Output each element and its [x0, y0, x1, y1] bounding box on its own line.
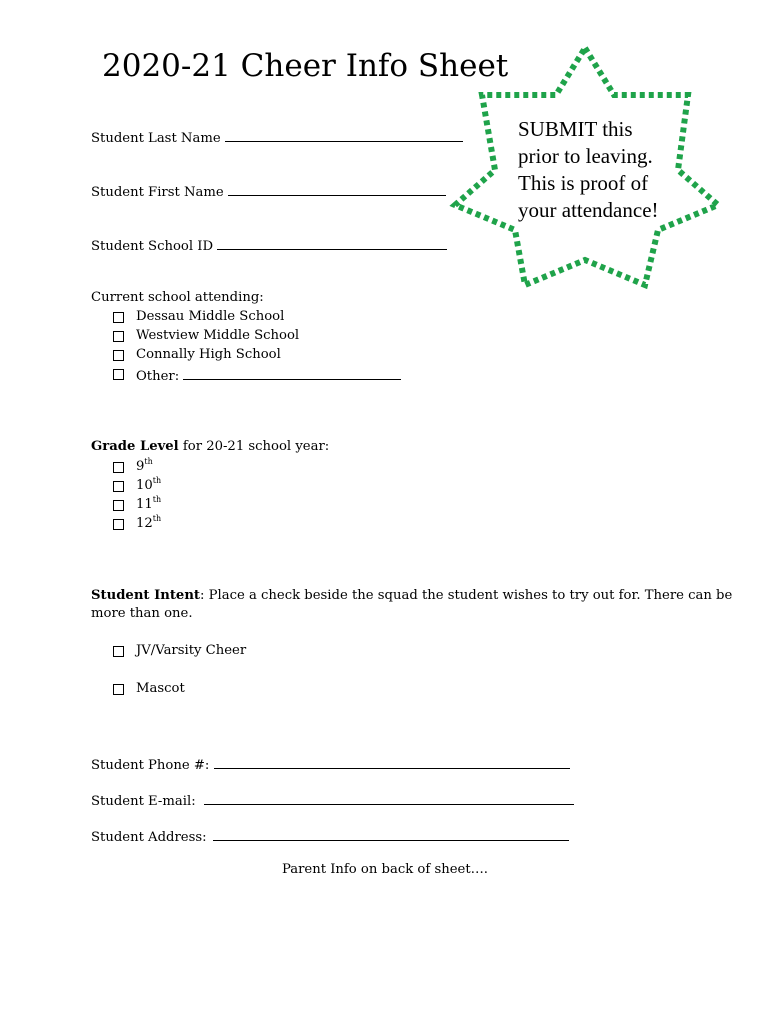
intent-heading-bold: Student Intent	[91, 588, 201, 603]
checkbox-jv-varsity[interactable]	[113, 646, 124, 657]
checkbox-dessau[interactable]	[113, 312, 124, 323]
checkbox-grade-10[interactable]	[113, 481, 124, 492]
first-name-field	[91, 181, 446, 202]
grade-9-num: 9	[136, 459, 145, 474]
phone-blank[interactable]	[214, 754, 570, 769]
star-message	[518, 116, 688, 224]
checkbox-connally[interactable]	[113, 350, 124, 361]
last-name-blank[interactable]	[225, 127, 463, 142]
other-school-blank[interactable]	[183, 365, 401, 380]
first-name-blank[interactable]	[228, 181, 446, 196]
email-label: Student E-mail:	[91, 794, 196, 809]
grade-10-num: 10	[136, 478, 153, 493]
email-field	[91, 790, 574, 811]
checkbox-mascot[interactable]	[113, 684, 124, 695]
address-field	[91, 826, 569, 847]
grade-11-suffix: th	[152, 495, 162, 504]
school-heading: Current school attending:	[91, 290, 264, 305]
grade-heading-rest: for 20-21 school year:	[178, 439, 330, 454]
grade-heading	[91, 438, 329, 456]
checkbox-grade-11[interactable]	[113, 500, 124, 511]
option-mascot: Mascot	[136, 681, 185, 696]
star-line-3: This is proof of	[518, 171, 649, 195]
school-id-blank[interactable]	[217, 235, 447, 250]
option-connally: Connally High School	[136, 347, 281, 362]
option-westview: Westview Middle School	[136, 328, 300, 343]
grade-10-suffix: th	[152, 476, 162, 485]
phone-label: Student Phone #:	[91, 758, 210, 773]
star-line-2: prior to leaving.	[518, 144, 653, 168]
first-name-label: Student First Name	[91, 185, 224, 200]
school-id-label: Student School ID	[91, 239, 214, 254]
phone-field	[91, 754, 570, 775]
page-title: 2020-21 Cheer Info Sheet	[102, 48, 509, 84]
option-other	[136, 365, 401, 386]
address-label: Student Address:	[91, 830, 207, 845]
star-line-1: SUBMIT this	[518, 117, 633, 141]
intent-line-1-rest: : Place a check beside the squad the student wishes to try out for. There can be	[200, 588, 733, 603]
grade-12-num: 12	[136, 516, 153, 531]
school-id-field	[91, 235, 447, 256]
option-other-label: Other:	[136, 369, 180, 384]
option-jv-varsity: JV/Varsity Cheer	[136, 643, 247, 658]
last-name-field	[91, 127, 463, 148]
option-grade-9	[136, 458, 153, 476]
grade-11-num: 11	[136, 497, 153, 512]
option-grade-11	[136, 496, 161, 514]
email-blank[interactable]	[204, 790, 574, 805]
grade-9-suffix: th	[144, 457, 153, 466]
checkbox-other[interactable]	[113, 369, 124, 380]
checkbox-westview[interactable]	[113, 331, 124, 342]
star-line-4: your attendance!	[518, 198, 659, 222]
last-name-label: Student Last Name	[91, 131, 221, 146]
intent-line-1	[91, 587, 732, 605]
option-grade-12	[136, 515, 161, 533]
footer-note: Parent Info on back of sheet….	[281, 862, 488, 877]
address-blank[interactable]	[213, 826, 569, 841]
checkbox-grade-12[interactable]	[113, 519, 124, 530]
grade-heading-bold: Grade Level	[91, 439, 179, 454]
intent-line-2: more than one.	[91, 606, 193, 621]
checkbox-grade-9[interactable]	[113, 462, 124, 473]
grade-12-suffix: th	[152, 514, 162, 523]
option-dessau: Dessau Middle School	[136, 309, 285, 324]
option-grade-10	[136, 477, 161, 495]
